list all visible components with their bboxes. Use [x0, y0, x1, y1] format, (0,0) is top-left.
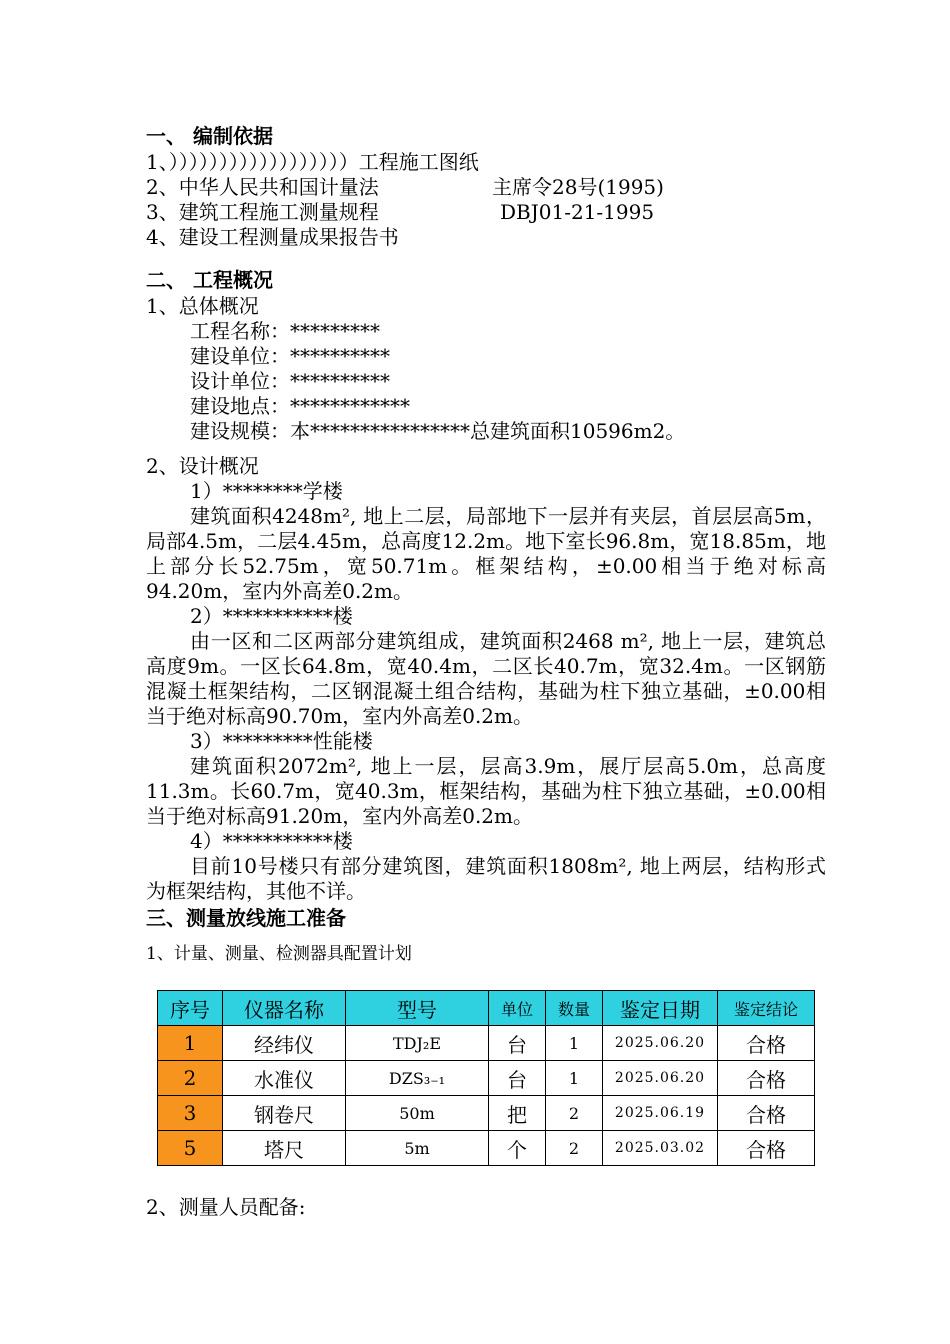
building1-title: 1）********学楼: [190, 479, 343, 503]
building2-text: 由一区和二区两部分建筑组成，建筑面积2468 m², 地上一层，建筑总高度9m。一区长64.8m，宽40.4m，二区长40.7m，宽32.4m。一区钢筋混凝土框架结构，二区钢混凝土组合结构，基础为柱下独立基础，±0.00相当于绝对标高90.70m，室内外高差0.2m。: [146, 629, 826, 728]
cell-name: 塔尺: [223, 1131, 346, 1166]
cell-seq: 2: [158, 1061, 223, 1096]
cell-result: 合格: [718, 1026, 815, 1061]
cell-name: 钢卷尺: [223, 1096, 346, 1131]
building4-title: 4）***********楼: [190, 829, 353, 853]
building3-title: 3）*********性能楼: [190, 729, 373, 753]
section1-title: 一、 编制依据: [146, 124, 273, 148]
cell-unit: 台: [489, 1026, 546, 1061]
cell-unit: 台: [489, 1061, 546, 1096]
basis-item-4: 4、建设工程测量成果报告书: [146, 225, 399, 249]
cell-model: TDJ₂E: [346, 1026, 489, 1061]
header-seq: 序号: [158, 991, 223, 1026]
header-qty: 数量: [546, 991, 603, 1026]
cell-name: 经纬仪: [223, 1026, 346, 1061]
cell-date: 2025.06.20: [603, 1026, 718, 1061]
cell-model: DZS₃₋₁: [346, 1061, 489, 1096]
overview-designer: 设计单位：**********: [190, 369, 390, 393]
cell-date: 2025.03.02: [603, 1131, 718, 1166]
equipment-table: [157, 990, 815, 1166]
section2-title: 二、 工程概况: [146, 268, 273, 292]
document-body: [146, 122, 826, 967]
building3-text: 建筑面积2072m², 地上一层，层高3.9m，展厅层高5.0m，总高度11.3m。长60.7m，宽40.3m，框架结构，基础为柱下独立基础，±0.00相当于绝对标高91.20m，室内外高差0.2m。: [146, 754, 826, 828]
basis-item-2: 2、中华人民共和国计量法 主席令28号(1995): [146, 175, 664, 199]
design-title: 2、设计概况: [146, 454, 259, 478]
cell-unit: 把: [489, 1096, 546, 1131]
header-name: 仪器名称: [223, 991, 346, 1026]
overview-title: 1、总体概况: [146, 294, 259, 318]
cell-qty: 1: [546, 1026, 603, 1061]
table-row: [158, 1131, 815, 1166]
header-result: 鉴定结论: [718, 991, 815, 1026]
table-header-row: [158, 991, 815, 1026]
basis-item-1: 1、））））））））））））））））））工程施工图纸: [146, 150, 479, 174]
header-date: 鉴定日期: [603, 991, 718, 1026]
staff-title: 2、测量人员配备:: [146, 1195, 306, 1219]
cell-qty: 2: [546, 1131, 603, 1166]
cell-result: 合格: [718, 1096, 815, 1131]
building4-text: 目前10号楼只有部分建筑图，建筑面积1808m², 地上两层，结构形式为框架结构，其他不详。: [146, 854, 826, 903]
basis-item-3: 3、建筑工程施工测量规程 DBJ01-21-1995: [146, 200, 655, 224]
overview-scale: 建设规模：本****************总建筑面积10596m2。: [190, 419, 686, 443]
building1-text: 建筑面积4248m², 地上二层，局部地下一层并有夹层，首层层高5m，局部4.5m，二层4.45m，总高度12.2m。地下室长96.8m，宽18.85m，地上部分长52.75m，宽50.71m。框架结构，±0.00相当于绝对标高94.20m，室内外高差0.2m。: [146, 504, 826, 603]
overview-builder: 建设单位：**********: [190, 344, 390, 368]
table-row: [158, 1096, 815, 1131]
header-model: 型号: [346, 991, 489, 1026]
cell-result: 合格: [718, 1061, 815, 1096]
cell-model: 50m: [346, 1096, 489, 1131]
overview-project-name: 工程名称：*********: [190, 319, 380, 343]
table-row: [158, 1026, 815, 1061]
overview-location: 建设地点：************: [190, 394, 410, 418]
building2-title: 2）***********楼: [190, 604, 353, 628]
cell-result: 合格: [718, 1131, 815, 1166]
cell-qty: 1: [546, 1061, 603, 1096]
header-unit: 单位: [489, 991, 546, 1026]
cell-name: 水准仪: [223, 1061, 346, 1096]
cell-unit: 个: [489, 1131, 546, 1166]
section3-title: 三、测量放线施工准备: [146, 906, 346, 930]
cell-model: 5m: [346, 1131, 489, 1166]
cell-seq: 3: [158, 1096, 223, 1131]
cell-qty: 2: [546, 1096, 603, 1131]
table-row: [158, 1061, 815, 1096]
cell-date: 2025.06.20: [603, 1061, 718, 1096]
equipment-plan-title: 1、计量、测量、检测器具配置计划: [146, 944, 412, 964]
cell-date: 2025.06.19: [603, 1096, 718, 1131]
cell-seq: 1: [158, 1026, 223, 1061]
cell-seq: 5: [158, 1131, 223, 1166]
